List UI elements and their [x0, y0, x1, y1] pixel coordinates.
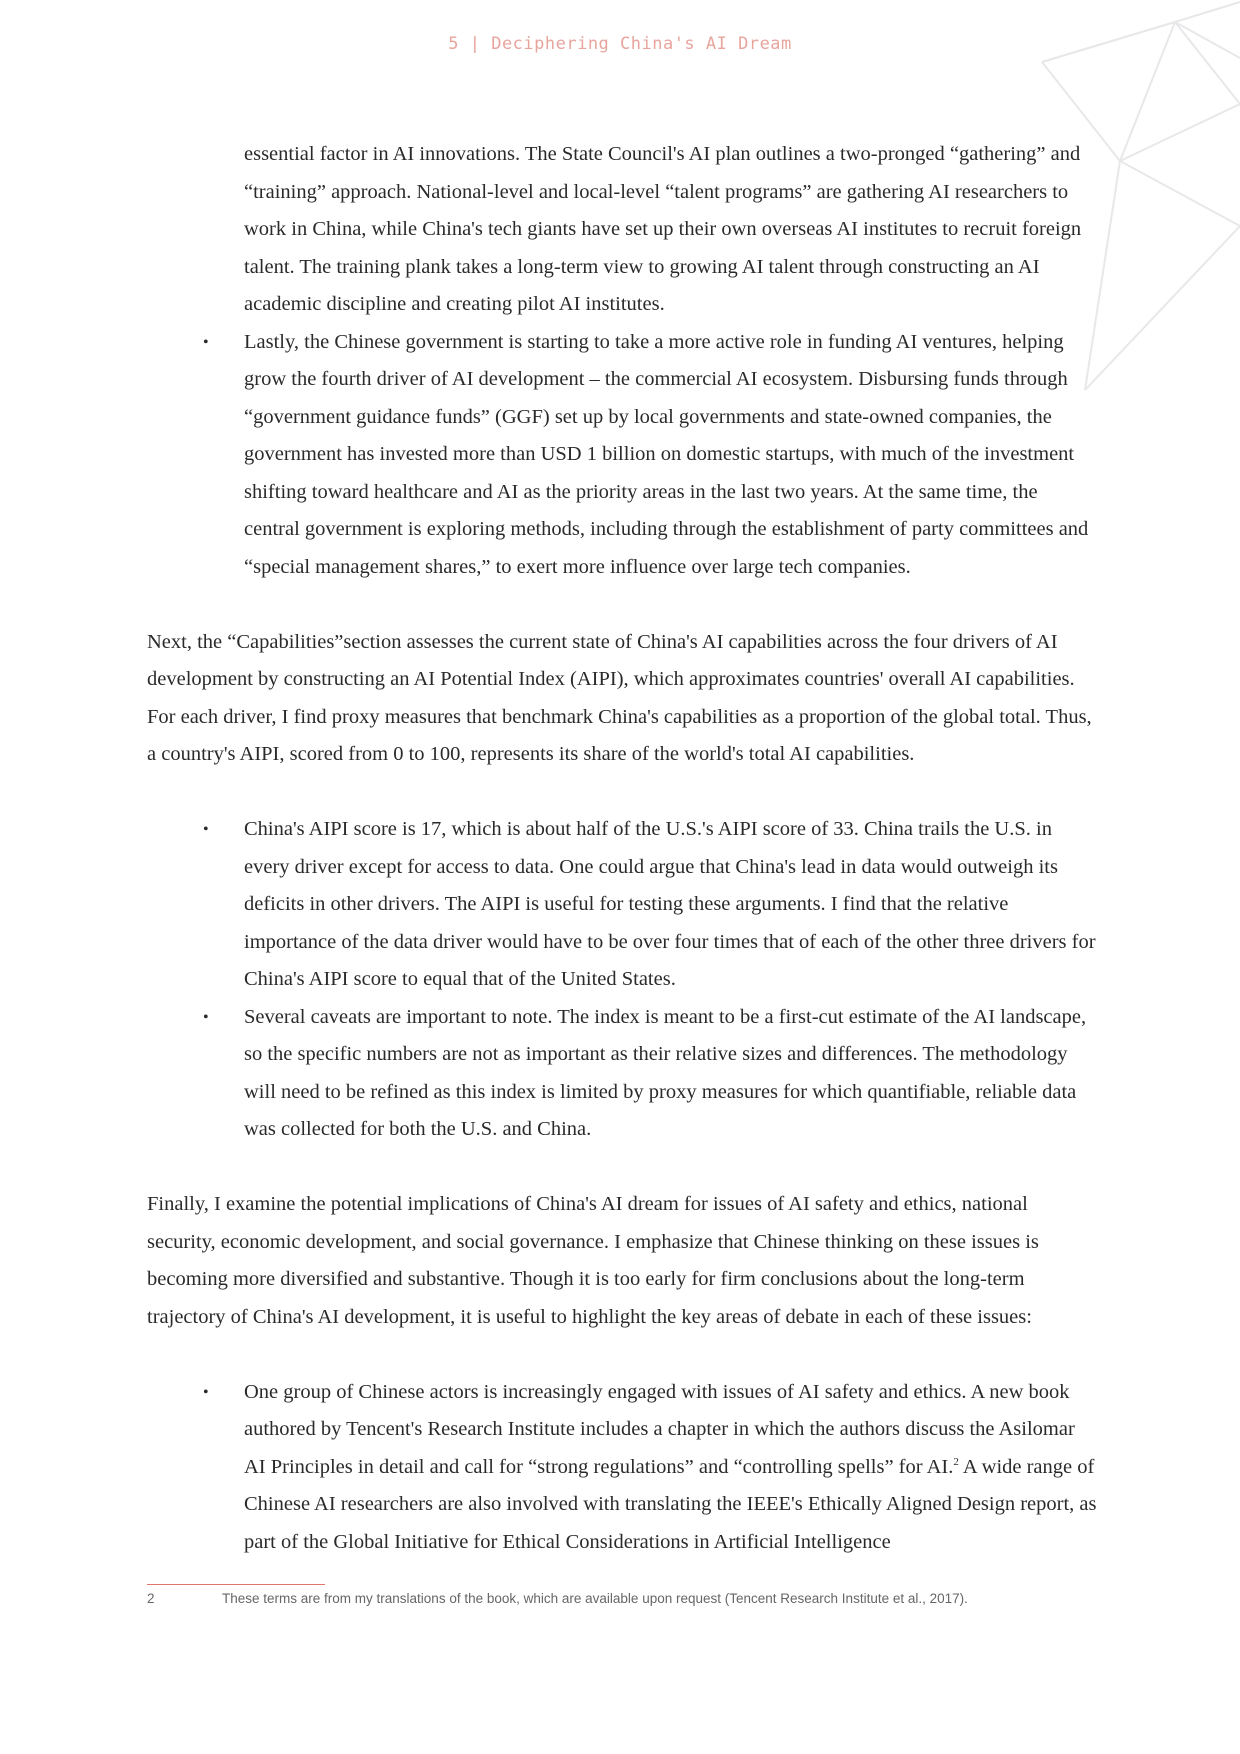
footnote-marker: 2	[953, 1455, 959, 1468]
body-paragraph: Next, the “Capabilities”section assesses the current state of China's AI capabilities across the four drivers of AI development by constructing an AI Potential Index (AIPI), which approximates countries' overall AI capabilities. For each driver, I find proxy measures that benchmark China's capabilities as a proportion of the global total. Thus, a country's AIPI, scored from 0 to 100, represents its share of the world's total AI capabilities.	[147, 630, 1092, 765]
document-body	[147, 136, 1097, 1561]
bullet-list	[147, 1374, 1097, 1562]
bullet-item	[203, 1374, 1097, 1562]
bullet-marker: •	[203, 1008, 209, 1026]
footnote-number: 2	[147, 1591, 155, 1606]
bullet-text: China's AIPI score is 17, which is about half of the U.S.'s AIPI score of 33. China trails the U.S. in every driver except for access to data. One could argue that China's lead in data would outweigh its deficits in other drivers. The AIPI is useful for testing these arguments. I find that the relative importance of the data driver would have to be over four times that of each of the other three drivers for China's AIPI score to equal that of the United States.	[244, 818, 1096, 990]
bullet-item	[203, 324, 1097, 587]
bullet-text: essential factor in AI innovations. The State Council's AI plan outlines a two-pronged “gathering” and “training” approach. National-level and local-level “talent programs” are gathering AI researchers to work in China, while China's tech giants have set up their own overseas AI institutes to recruit foreign talent. The training plank takes a long-term view to growing AI talent through constructing an AI academic discipline and creating pilot AI institutes.	[244, 143, 1082, 315]
bullet-text: One group of Chinese actors is increasingly engaged with issues of AI safety and ethics. A new book authored by Tencent's Research Institute includes a chapter in which the authors discuss the Asilomar AI Principles in detail and call for “strong regulations” and “controlling spells” for AI.$^2$ A wide range of Chinese AI researchers are also involved with translating the IEEE's Ethically Aligned Design report, as part of the Global Initiative for Ethical Considerations in Artificial Intelligence	[244, 1380, 1097, 1553]
header-title: Deciphering China's AI Dream	[491, 34, 792, 54]
header-separator: |	[469, 34, 481, 54]
bullet-item	[244, 136, 1097, 324]
bullet-list	[147, 136, 1097, 586]
footnote-divider	[147, 1584, 325, 1585]
bullet-marker: •	[203, 333, 209, 351]
bullet-list	[147, 811, 1097, 1149]
bullet-marker: •	[203, 1383, 209, 1401]
bullet-marker: •	[203, 821, 209, 838]
header-page-number: 5	[448, 34, 459, 54]
bullet-text: Several caveats are important to note. The index is meant to be a first-cut estimate of the AI landscape, so the specific numbers are not as important as their relative sizes and differences. The methodology will need to be refined as this index is limited by proxy measures for which quantifiable, reliable data was collected for both the U.S. and China.	[244, 1005, 1087, 1140]
bullet-text: Lastly, the Chinese government is starting to take a more active role in funding AI ventures, helping grow the fourth driver of AI development – the commercial AI ecosystem. Disbursing funds through “government guidance funds” (GGF) set up by local governments and state-owned companies, the government has invested more than USD 1 billion on domestic startups, with much of the investment shifting toward healthcare and AI as the priority areas in the last two years. At the same time, the central government is exploring methods, including through the establishment of party committees and “special management shares,” to exert more influence over large tech companies.	[244, 330, 1089, 578]
running-header	[0, 34, 1240, 54]
footnote-text: These terms are from my translations of the book, which are available upon request (Tencent Research Institute et al., 2017).	[222, 1591, 968, 1606]
bullet-item	[203, 811, 1097, 999]
bullet-item	[203, 999, 1097, 1149]
body-paragraph: Finally, I examine the potential implications of China's AI dream for issues of AI safety and ethics, national security, economic development, and social governance. I emphasize that Chinese thinking on these issues is becoming more diversified and substantive. Though it is too early for firm conclusions about the long-term trajectory of China's AI development, it is useful to highlight the key areas of debate in each of these issues:	[147, 1193, 1039, 1328]
